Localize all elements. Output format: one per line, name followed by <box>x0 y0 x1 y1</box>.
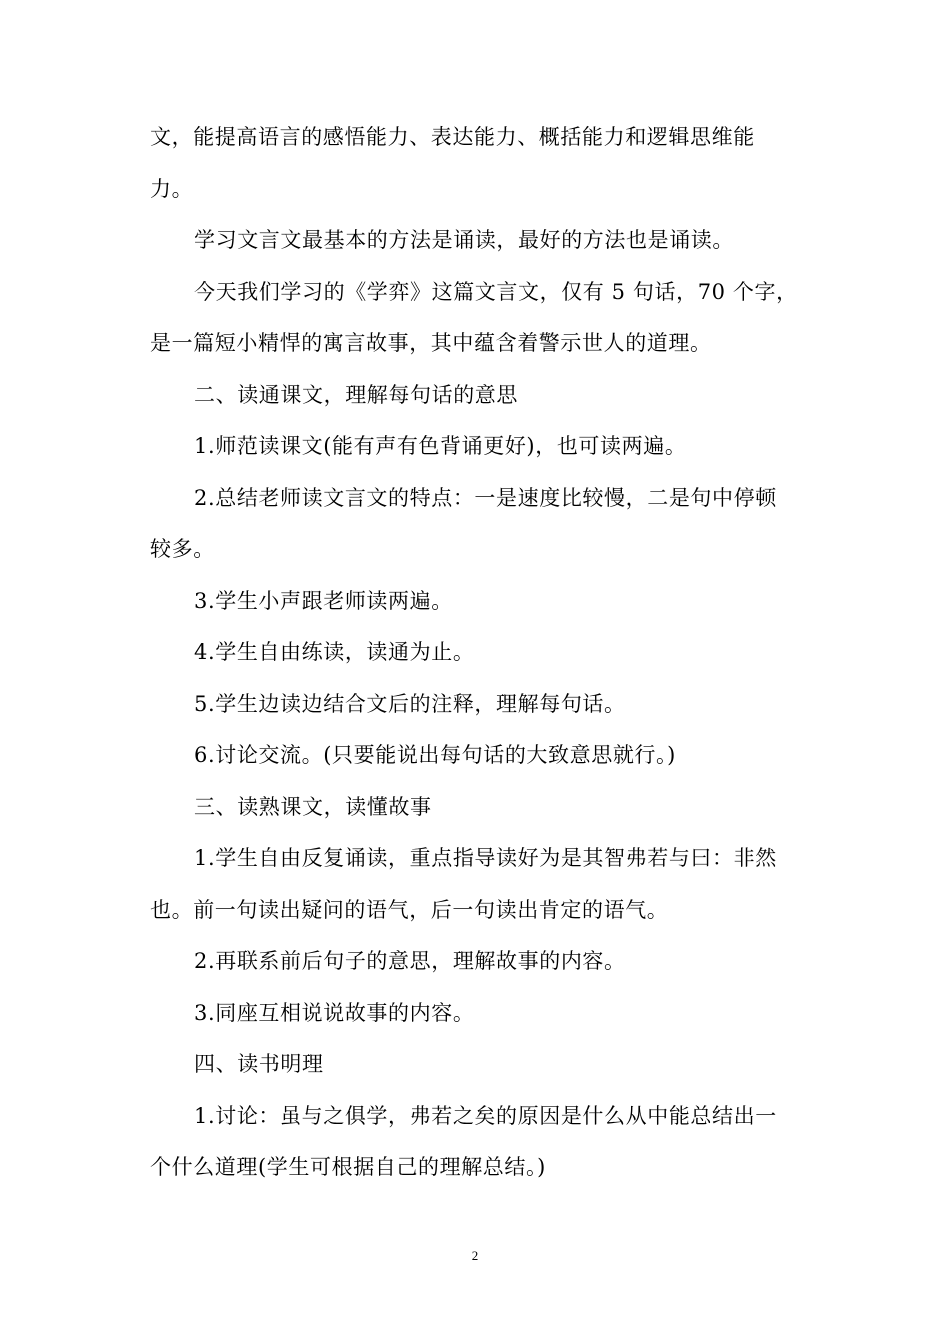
section-heading-2 <box>150 370 800 422</box>
paragraph-12 <box>150 833 800 936</box>
text-line: 是一篇短小精悍的寓言故事，其中蕴含着警示世人的道理。 <box>150 331 712 355</box>
text-line: 1.师范读课文(能有声有色背诵更好)，也可读两遍。 <box>194 434 687 458</box>
section-heading-3 <box>150 782 800 834</box>
text-line: 1.讨论：虽与之俱学，弗若之矣的原因是什么从中能总结出一 <box>194 1103 777 1128</box>
text-line: 个什么道理(学生可根据自己的理解总结。) <box>150 1155 546 1179</box>
body-text <box>150 112 800 1194</box>
paragraph-3 <box>150 267 800 370</box>
text-line: 二、读通课文，理解每句话的意思 <box>194 382 518 407</box>
text-line: 5.学生边读边结合文后的注释，理解每句话。 <box>194 691 626 716</box>
paragraph-16 <box>150 1091 800 1194</box>
text-line: 力。 <box>150 176 194 201</box>
text-line: 1.学生自由反复诵读，重点指导读好为是其智弗若与曰：非然 <box>194 846 777 870</box>
text-line: 三、读熟课文，读懂故事 <box>194 794 432 819</box>
text-line: 4.学生自由练读，读通为止。 <box>194 640 475 664</box>
text-line: 3.同座互相说说故事的内容。 <box>194 1000 475 1025</box>
paragraph-7 <box>150 576 800 628</box>
text-line: 6.讨论交流。(只要能说出每句话的大致意思就行。) <box>194 743 676 767</box>
text-line: 较多。 <box>150 537 215 561</box>
paragraph-8 <box>150 627 800 679</box>
section-heading-4 <box>150 1039 800 1091</box>
text-line: 也。前一句读出疑问的语气，后一句读出肯定的语气。 <box>150 897 669 922</box>
text-line: 2.总结老师读文言文的特点：一是速度比较慢，二是句中停顿 <box>194 485 777 510</box>
paragraph-1 <box>150 112 800 215</box>
paragraph-9 <box>150 679 800 731</box>
paragraph-6 <box>150 473 800 576</box>
paragraph-2 <box>150 215 800 267</box>
text-line: 四、读书明理 <box>194 1052 324 1076</box>
paragraph-10 <box>150 730 800 782</box>
text-line: 学习文言文最基本的方法是诵读，最好的方法也是诵读。 <box>194 228 734 252</box>
text-line: 3.学生小声跟老师读两遍。 <box>194 588 453 613</box>
text-line: 今天我们学习的《学弈》这篇文言文，仅有 5 句话，70 个字， <box>194 279 798 304</box>
paragraph-13 <box>150 936 800 988</box>
text-line: 文，能提高语言的感悟能力、表达能力、概括能力和逻辑思维能 <box>150 125 755 149</box>
paragraph-5 <box>150 421 800 473</box>
paragraph-14 <box>150 988 800 1040</box>
text-line: 2.再联系前后句子的意思，理解故事的内容。 <box>194 949 626 973</box>
page-number: 2 <box>471 1248 479 1263</box>
